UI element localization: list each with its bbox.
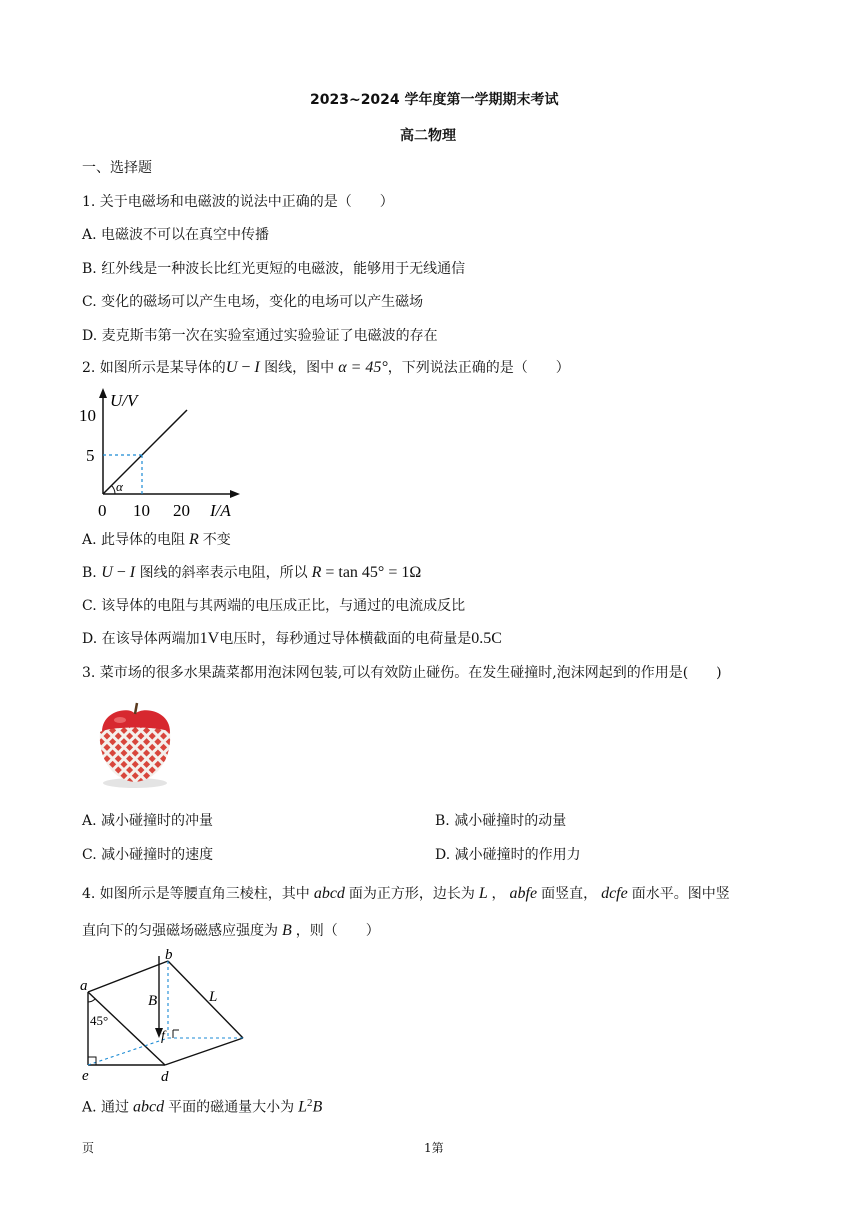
y-axis-arrow bbox=[99, 388, 107, 398]
section-heading: 一、选择题 bbox=[82, 160, 152, 176]
y-tick-10: 10 bbox=[79, 406, 96, 425]
q2-option-a-text-b: 不变 bbox=[202, 532, 231, 548]
label-e: e bbox=[82, 1068, 89, 1084]
y-axis-label: U/V bbox=[110, 391, 138, 410]
q4-option-a-text-b: 平面的磁通量大小为 bbox=[168, 1099, 295, 1116]
q1-option-b: B. 红外线是一种波长比红光更短的电磁波，能够用于无线通信 bbox=[82, 261, 466, 277]
label-a: a bbox=[80, 978, 88, 994]
q4-option-a-text: A. 通过 bbox=[82, 1099, 130, 1116]
q2-option-a bbox=[82, 531, 231, 549]
apple-highlight bbox=[114, 717, 126, 723]
q4-text-c: ， bbox=[491, 886, 506, 902]
q3-option-d: D. 减小碰撞时的作用力 bbox=[435, 847, 581, 863]
footer-page-number: 1第 bbox=[424, 1141, 444, 1155]
q3-stem: 3. 菜市场的很多水果蔬菜都用泡沫网包装,可以有效防止碰伤。在发生碰撞时,泡沫网起到的作用是( ) bbox=[82, 665, 722, 681]
q2-option-d-charge: 0.5C bbox=[471, 630, 502, 647]
right-angle-e bbox=[88, 1057, 96, 1065]
q4-text-a: 4. 如图所示是等腰直角三棱柱，其中 bbox=[82, 886, 310, 902]
q4-dcfe: dcfe bbox=[597, 885, 632, 902]
q4-text-g: ，则（ ） bbox=[295, 923, 380, 939]
q4-stem-line2 bbox=[82, 922, 380, 940]
q2-stem-alpha: α = 45° bbox=[334, 359, 388, 376]
q4-L: L bbox=[474, 885, 492, 902]
label-f: f bbox=[161, 1029, 165, 1044]
q4-text-e: 面水平。图中竖 bbox=[631, 886, 730, 902]
q2-option-b-label: B. bbox=[82, 565, 102, 581]
q2-stem-u: U bbox=[225, 359, 238, 376]
label-B: B bbox=[148, 993, 158, 1009]
q4-text-b: 面为正方形，边长为 bbox=[348, 886, 475, 902]
exam-subject: 高二物理 bbox=[400, 128, 456, 144]
x-axis-label: I/A bbox=[210, 501, 231, 520]
q2-stem-text-a: 2. 如图所示是某导体的 bbox=[82, 360, 226, 376]
x-tick-0: 0 bbox=[98, 501, 107, 520]
label-d: d bbox=[161, 1069, 169, 1085]
q2-option-b-eq: = tan 45° = 1Ω bbox=[321, 564, 422, 581]
x-tick-20: 20 bbox=[173, 501, 190, 520]
q4-abfe: abfe bbox=[505, 885, 542, 902]
apple-foam-net-image bbox=[90, 700, 180, 790]
q2-option-d-text-a: D. 在该导体两端加 bbox=[82, 631, 200, 647]
apple-net bbox=[100, 728, 170, 783]
q2-option-d-text-b: 电压时，每秒通过导体横截面的电荷量是 bbox=[219, 631, 472, 647]
q4-option-a-B: B bbox=[312, 1098, 323, 1116]
q4-B: B bbox=[278, 922, 296, 939]
q2-option-b-i: I bbox=[129, 564, 136, 581]
q4-option-a-L: L bbox=[294, 1098, 308, 1116]
q1-option-c: C. 变化的磁场可以产生电场，变化的电场可以产生磁场 bbox=[82, 294, 424, 310]
q2-option-d-voltage: 1V bbox=[199, 630, 220, 647]
q4-abcd: abcd bbox=[309, 885, 349, 902]
q2-option-d bbox=[82, 630, 502, 648]
edge-ab bbox=[88, 961, 168, 992]
q2-option-b-text: 图线的斜率表示电阻，所以 bbox=[135, 565, 308, 581]
q3-option-b: B. 减小碰撞时的动量 bbox=[435, 813, 567, 829]
angle-label: α bbox=[116, 479, 123, 494]
q2-option-b-minus: − bbox=[112, 564, 130, 581]
x-axis-arrow bbox=[230, 490, 240, 498]
q2-option-b-u: U bbox=[101, 564, 113, 581]
label-L: L bbox=[209, 989, 218, 1005]
q1-stem: 1. 关于电磁场和电磁波的说法中正确的是（ ） bbox=[82, 194, 394, 210]
q4-option-a-exp: 2 bbox=[307, 1097, 313, 1109]
angle-arc-a bbox=[88, 999, 95, 1002]
exam-title: 2023~2024 学年度第一学期期末考试 bbox=[310, 92, 559, 108]
apple-stem bbox=[135, 703, 137, 714]
q4-text-f: 直向下的匀强磁场磁感应强度为 bbox=[82, 923, 278, 939]
q4-prism-figure bbox=[75, 948, 255, 1088]
q2-option-c: C. 该导体的电阻与其两端的电压成正比，与通过的电流成反比 bbox=[82, 598, 466, 614]
edge-ef-hidden bbox=[88, 1038, 168, 1065]
q2-option-a-text: A. 此导体的电阻 bbox=[82, 532, 186, 548]
q1-option-a: A. 电磁波不可以在真空中传播 bbox=[82, 227, 270, 243]
q2-stem-text-b: 图线，图中 bbox=[259, 360, 335, 376]
q2-option-b bbox=[82, 564, 421, 582]
angle-arc bbox=[112, 486, 116, 495]
q3-option-c: C. 减小碰撞时的速度 bbox=[82, 847, 214, 863]
q4-option-a-abcd: abcd bbox=[129, 1098, 169, 1116]
y-tick-5: 5 bbox=[86, 446, 95, 465]
edge-dc bbox=[165, 1038, 243, 1065]
footer-left: 页 bbox=[82, 1141, 95, 1155]
label-b: b bbox=[165, 948, 173, 963]
q2-stem bbox=[82, 359, 570, 377]
q2-stem-minus: − bbox=[237, 359, 255, 376]
q2-ui-graph bbox=[78, 386, 248, 521]
q2-option-b-r: R bbox=[307, 564, 322, 581]
label-angle: 45° bbox=[90, 1013, 109, 1028]
q2-stem-text-c: ，下列说法正确的是（ ） bbox=[387, 360, 570, 376]
q2-option-a-r: R bbox=[185, 531, 203, 548]
q4-stem-line1 bbox=[82, 885, 730, 903]
q4-option-a bbox=[82, 1094, 322, 1117]
edge-bc bbox=[168, 961, 243, 1038]
q2-stem-i: I bbox=[254, 359, 260, 376]
x-tick-10: 10 bbox=[133, 501, 150, 520]
q3-option-a: A. 减小碰撞时的冲量 bbox=[82, 813, 214, 829]
q1-option-d: D. 麦克斯韦第一次在实验室通过实验验证了电磁波的存在 bbox=[82, 328, 438, 344]
q4-text-d: 面竖直， bbox=[541, 886, 598, 902]
